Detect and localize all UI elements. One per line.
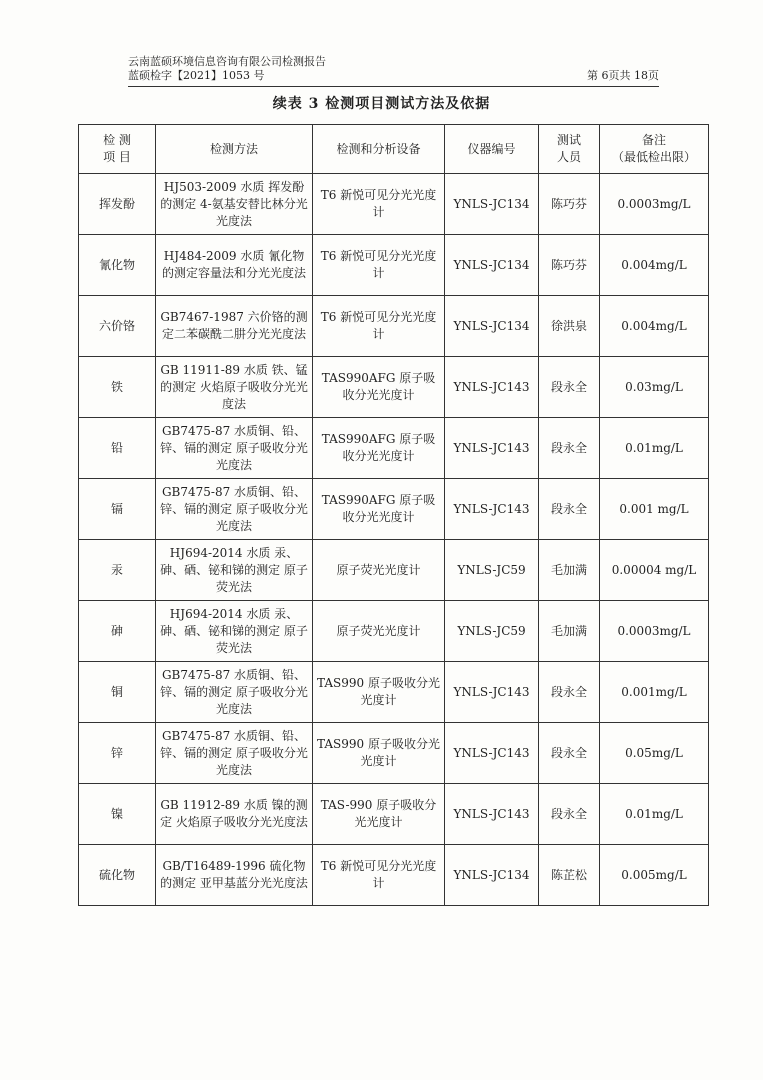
header-item: 检 测 项 目 <box>79 125 156 174</box>
cell-item: 汞 <box>79 540 156 601</box>
cell-tester: 段永全 <box>539 662 600 723</box>
table-row <box>79 540 709 601</box>
header-tester: 测试 人员 <box>539 125 600 174</box>
cell-method: GB 11911-89 水质 铁、锰的测定 火焰原子吸收分光光度法 <box>156 357 313 418</box>
cell-item: 氰化物 <box>79 235 156 296</box>
cell-method: GB7467-1987 六价铬的测定二苯碳酰二肼分光光度法 <box>156 296 313 357</box>
cell-tester: 徐洪泉 <box>539 296 600 357</box>
cell-tester: 段永全 <box>539 784 600 845</box>
table-row <box>79 723 709 784</box>
cell-tester: 陈芷松 <box>539 845 600 906</box>
header-method: 检测方法 <box>156 125 313 174</box>
cell-instrument-no: YNLS-JC143 <box>445 662 539 723</box>
table-row <box>79 418 709 479</box>
cell-note: 0.0003mg/L <box>600 174 709 235</box>
cell-note: 0.001mg/L <box>600 662 709 723</box>
cell-method: GB7475-87 水质铜、铅、锌、镉的测定 原子吸收分光光度法 <box>156 723 313 784</box>
cell-equipment: 原子荧光光度计 <box>313 601 445 662</box>
cell-item: 铜 <box>79 662 156 723</box>
report-header <box>128 55 326 83</box>
cell-item: 砷 <box>79 601 156 662</box>
cell-note: 0.01mg/L <box>600 784 709 845</box>
table-row <box>79 479 709 540</box>
cell-method: HJ503-2009 水质 挥发酚的测定 4-氨基安替比林分光光度法 <box>156 174 313 235</box>
table-row <box>79 357 709 418</box>
company-name: 云南蓝硕环境信息咨询有限公司检测报告 <box>128 55 326 68</box>
cell-method: GB/T16489-1996 硫化物的测定 亚甲基蓝分光光度法 <box>156 845 313 906</box>
cell-note: 0.004mg/L <box>600 235 709 296</box>
cell-note: 0.05mg/L <box>600 723 709 784</box>
table-row <box>79 601 709 662</box>
cell-method: GB 11912-89 水质 镍的测定 火焰原子吸收分光光度法 <box>156 784 313 845</box>
cell-item: 镉 <box>79 479 156 540</box>
cell-tester: 段永全 <box>539 479 600 540</box>
cell-method: HJ694-2014 水质 汞、砷、硒、铋和锑的测定 原子荧光法 <box>156 601 313 662</box>
cell-tester: 段永全 <box>539 357 600 418</box>
table-row <box>79 845 709 906</box>
report-number: 蓝硕检字【2021】1053 号 <box>128 69 265 82</box>
cell-note: 0.03mg/L <box>600 357 709 418</box>
cell-equipment: TAS990AFG 原子吸收分光光度计 <box>313 479 445 540</box>
cell-equipment: TAS-990 原子吸收分光光度计 <box>313 784 445 845</box>
cell-equipment: TAS990 原子吸收分光光度计 <box>313 662 445 723</box>
cell-instrument-no: YNLS-JC134 <box>445 845 539 906</box>
cell-equipment: TAS990 原子吸收分光光度计 <box>313 723 445 784</box>
cell-item: 铁 <box>79 357 156 418</box>
table-row <box>79 662 709 723</box>
table-row <box>79 235 709 296</box>
cell-equipment: T6 新悦可见分光光度计 <box>313 174 445 235</box>
cell-item: 硫化物 <box>79 845 156 906</box>
header-divider <box>128 86 659 87</box>
cell-equipment: T6 新悦可见分光光度计 <box>313 296 445 357</box>
cell-note: 0.01mg/L <box>600 418 709 479</box>
cell-item: 挥发酚 <box>79 174 156 235</box>
cell-note: 0.001 mg/L <box>600 479 709 540</box>
cell-tester: 毛加满 <box>539 540 600 601</box>
cell-method: HJ694-2014 水质 汞、砷、硒、铋和锑的测定 原子荧光法 <box>156 540 313 601</box>
cell-tester: 陈巧芬 <box>539 174 600 235</box>
header-note: 备注 （最低检出限） <box>600 125 709 174</box>
cell-tester: 陈巧芬 <box>539 235 600 296</box>
cell-tester: 段永全 <box>539 723 600 784</box>
cell-instrument-no: YNLS-JC134 <box>445 235 539 296</box>
cell-note: 0.004mg/L <box>600 296 709 357</box>
cell-instrument-no: YNLS-JC134 <box>445 174 539 235</box>
table-row <box>79 296 709 357</box>
cell-instrument-no: YNLS-JC134 <box>445 296 539 357</box>
cell-note: 0.005mg/L <box>600 845 709 906</box>
cell-item: 镍 <box>79 784 156 845</box>
cell-note: 0.0003mg/L <box>600 601 709 662</box>
cell-instrument-no: YNLS-JC143 <box>445 723 539 784</box>
page-indicator: 第 6页共 18页 <box>587 69 659 82</box>
cell-method: GB7475-87 水质铜、铅、锌、镉的测定 原子吸收分光光度法 <box>156 662 313 723</box>
cell-equipment: 原子荧光光度计 <box>313 540 445 601</box>
cell-equipment: T6 新悦可见分光光度计 <box>313 235 445 296</box>
table-header-row <box>79 125 709 174</box>
table-row <box>79 174 709 235</box>
cell-instrument-no: YNLS-JC59 <box>445 540 539 601</box>
header-equipment: 检测和分析设备 <box>313 125 445 174</box>
methods-table <box>78 124 709 906</box>
cell-equipment: TAS990AFG 原子吸收分光光度计 <box>313 418 445 479</box>
cell-instrument-no: YNLS-JC143 <box>445 784 539 845</box>
cell-item: 六价铬 <box>79 296 156 357</box>
cell-tester: 毛加满 <box>539 601 600 662</box>
header-instrument-no: 仪器编号 <box>445 125 539 174</box>
cell-instrument-no: YNLS-JC59 <box>445 601 539 662</box>
cell-method: GB7475-87 水质铜、铅、锌、镉的测定 原子吸收分光光度法 <box>156 479 313 540</box>
cell-item: 铅 <box>79 418 156 479</box>
cell-equipment: T6 新悦可见分光光度计 <box>313 845 445 906</box>
cell-tester: 段永全 <box>539 418 600 479</box>
cell-method: HJ484-2009 水质 氰化物的测定容量法和分光光度法 <box>156 235 313 296</box>
table-title: 续表 3 检测项目测试方法及依据 <box>272 96 491 112</box>
table-row <box>79 784 709 845</box>
cell-method: GB7475-87 水质铜、铅、锌、镉的测定 原子吸收分光光度法 <box>156 418 313 479</box>
cell-note: 0.00004 mg/L <box>600 540 709 601</box>
cell-item: 锌 <box>79 723 156 784</box>
cell-instrument-no: YNLS-JC143 <box>445 357 539 418</box>
cell-equipment: TAS990AFG 原子吸收分光光度计 <box>313 357 445 418</box>
cell-instrument-no: YNLS-JC143 <box>445 479 539 540</box>
cell-instrument-no: YNLS-JC143 <box>445 418 539 479</box>
